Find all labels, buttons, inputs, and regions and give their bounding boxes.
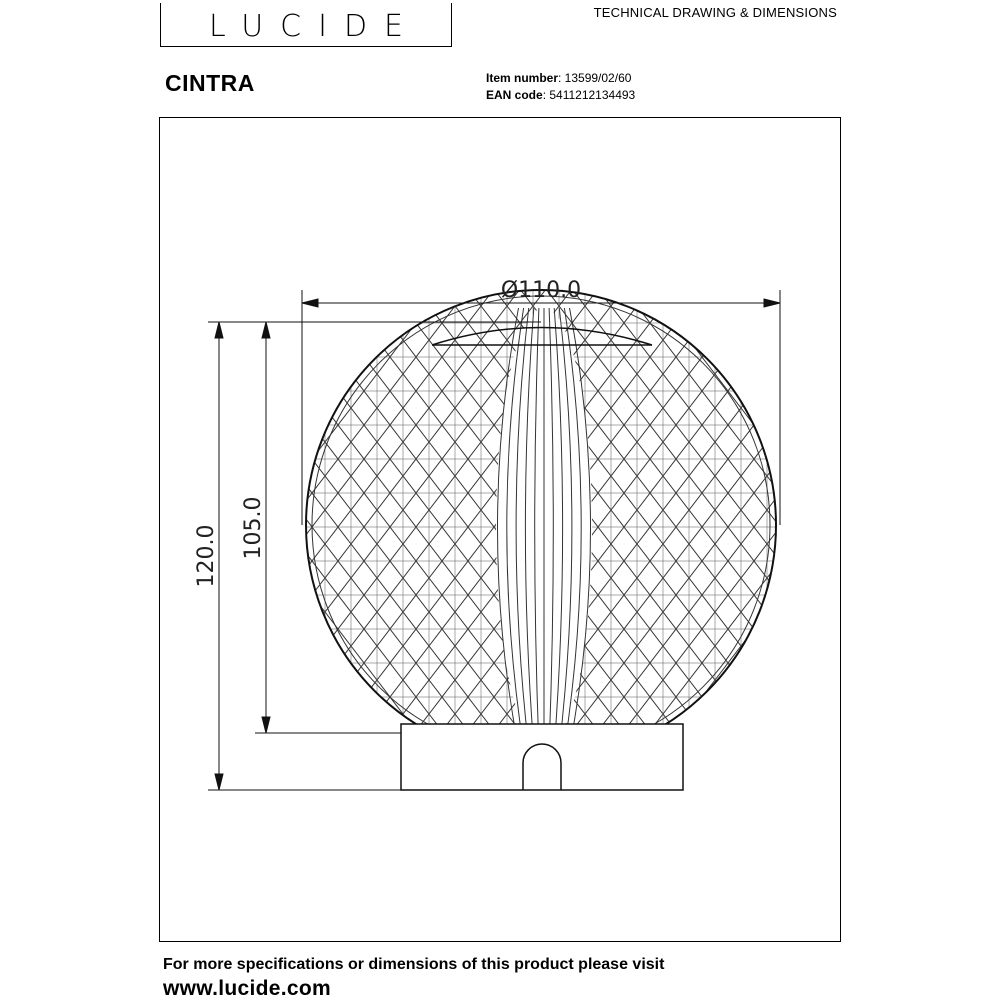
item-number-label: Item number [486,71,559,85]
total-height-label: 120.0 [194,524,219,588]
ean-label: EAN code [486,88,543,102]
document-type-label: TECHNICAL DRAWING & DIMENSIONS [593,5,837,20]
item-number-value: : 13599/02/60 [558,71,632,85]
footer-url-link[interactable]: www.lucide.com [163,977,331,1000]
footer-note: For more specifications or dimensions of this product please visit [163,956,665,973]
lamp-base [401,724,683,790]
globe-height-label: 105.0 [241,496,266,560]
ean-value: : 5411212134493 [542,88,636,102]
diameter-label: Ø110.0 [500,278,582,303]
brand-logo-text: LUCIDE [208,9,421,44]
globe-shade [300,290,780,770]
product-name: CINTRA [165,70,255,96]
